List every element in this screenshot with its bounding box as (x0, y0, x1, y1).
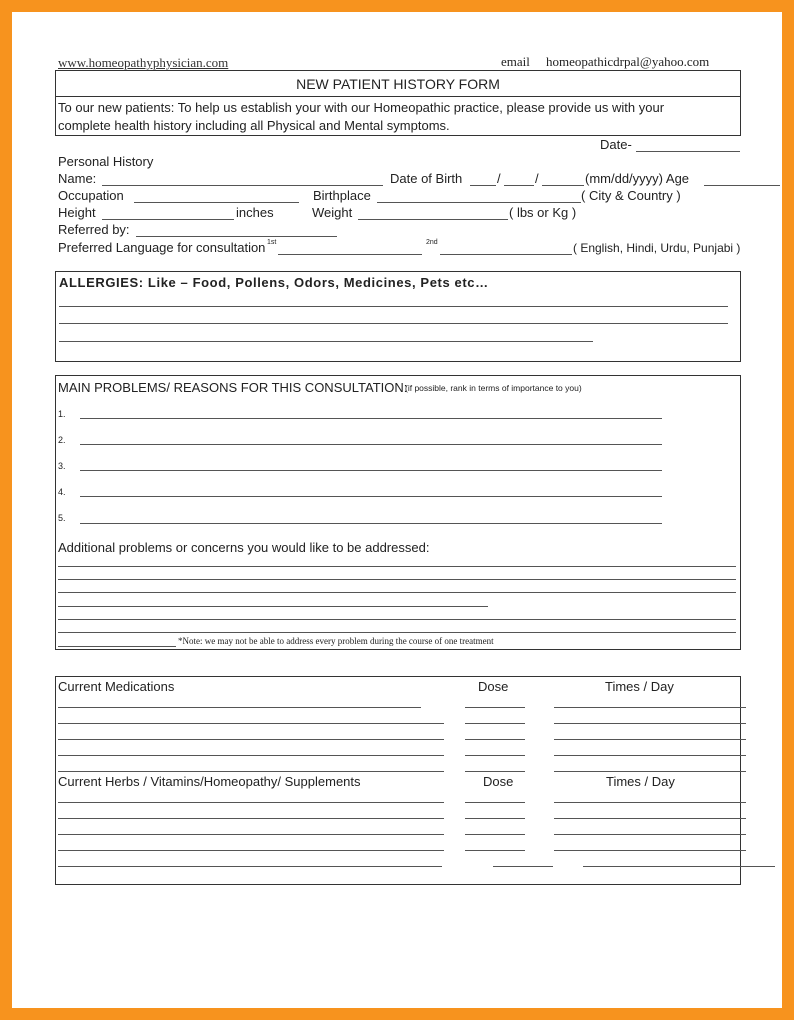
herb-name-line[interactable] (58, 818, 444, 819)
email-value: homeopathicdrpal@yahoo.com (546, 54, 710, 69)
herb-times-line[interactable] (554, 850, 746, 851)
medication-times-line[interactable] (554, 723, 746, 724)
medication-times-line[interactable] (554, 771, 746, 772)
problems-box (55, 375, 741, 650)
problem-number: 1. (58, 409, 66, 419)
name-field[interactable] (102, 185, 383, 186)
problem-number: 3. (58, 461, 66, 471)
herbs-supplements-label: Current Herbs / Vitamins/Homeopathy/ Supplements (58, 774, 361, 789)
problem-line-3[interactable] (80, 470, 662, 471)
medications-dose-header: Dose (478, 679, 509, 694)
medication-dose-line[interactable] (465, 739, 525, 740)
medication-name-line[interactable] (58, 755, 444, 756)
weight-field[interactable] (358, 219, 508, 220)
herb-name-line[interactable] (58, 866, 442, 867)
medications-times-header: Times / Day (605, 679, 674, 694)
dob-day-field[interactable] (504, 185, 534, 186)
medication-times-line[interactable] (554, 739, 746, 740)
additional-line[interactable] (58, 606, 488, 607)
problems-subtitle: (if possible, rank in terms of importance to you) (405, 383, 582, 393)
problem-number: 4. (58, 487, 66, 497)
birthplace-hint: ( City & Country ) (581, 188, 681, 203)
allergies-line-3[interactable] (59, 341, 593, 342)
current-medications-label: Current Medications (58, 679, 175, 694)
herb-name-line[interactable] (58, 802, 444, 803)
dob-format-age-label: (mm/dd/yyyy) Age (585, 171, 690, 186)
medication-dose-line[interactable] (465, 771, 525, 772)
email-label: email (501, 54, 530, 69)
medication-dose-line[interactable] (465, 723, 525, 724)
language-2nd-mark: 2nd (426, 239, 438, 246)
medication-dose-line[interactable] (465, 755, 525, 756)
problems-note: *Note: we may not be able to address every problem during the course of one treatment (178, 636, 494, 646)
medication-name-line[interactable] (58, 771, 444, 772)
herb-times-line[interactable] (554, 834, 746, 835)
language-options: ( English, Hindi, Urdu, Punjabi ) (573, 241, 741, 255)
dob-separator-2: / (535, 171, 539, 186)
herbs-times-header: Times / Day (606, 774, 675, 789)
referred-by-field[interactable] (136, 236, 337, 237)
additional-line[interactable] (58, 592, 736, 593)
problem-line-4[interactable] (80, 496, 662, 497)
problem-number: 2. (58, 435, 66, 445)
referred-by-label: Referred by: (58, 222, 130, 237)
dob-separator-1: / (497, 171, 501, 186)
herb-times-line[interactable] (554, 802, 746, 803)
problem-line-5[interactable] (80, 523, 662, 524)
language-2nd-field[interactable] (440, 254, 572, 255)
date-label: Date- (600, 137, 632, 152)
herb-dose-line[interactable] (465, 818, 525, 819)
medication-name-line[interactable] (58, 707, 421, 708)
allergies-line-1[interactable] (59, 306, 728, 307)
additional-problems-title: Additional problems or concerns you would like to be addressed: (58, 540, 430, 555)
height-field[interactable] (102, 219, 234, 220)
medication-name-line[interactable] (58, 739, 444, 740)
herb-name-line[interactable] (58, 850, 444, 851)
personal-history-title: Personal History (58, 154, 154, 169)
height-unit: inches (236, 205, 274, 220)
birthplace-field[interactable] (377, 202, 581, 203)
name-label: Name: (58, 171, 97, 186)
medication-name-line[interactable] (58, 723, 444, 724)
problem-line-1[interactable] (80, 418, 662, 419)
additional-line[interactable] (58, 646, 176, 647)
herb-times-line[interactable] (583, 866, 775, 867)
occupation-field[interactable] (134, 202, 299, 203)
problem-number: 5. (58, 513, 66, 523)
herb-dose-line[interactable] (465, 850, 525, 851)
problem-line-2[interactable] (80, 444, 662, 445)
language-1st-field[interactable] (278, 254, 422, 255)
age-field[interactable] (704, 185, 780, 186)
allergies-line-2[interactable] (59, 323, 728, 324)
herb-times-line[interactable] (554, 818, 746, 819)
allergies-title: ALLERGIES: Like – Food, Pollens, Odors, Medicines, Pets etc… (59, 275, 489, 290)
height-label: Height (58, 205, 96, 220)
birthplace-label: Birthplace (313, 188, 371, 203)
language-1st-mark: 1st (267, 239, 277, 246)
dob-month-field[interactable] (470, 185, 496, 186)
intro-line-1: To our new patients: To help us establish your with our Homeopathic practice, please provide us with your (58, 100, 665, 115)
form-page (12, 12, 782, 1008)
additional-line[interactable] (58, 632, 736, 633)
additional-line[interactable] (58, 619, 736, 620)
weight-unit: ( lbs or Kg ) (509, 205, 577, 220)
intro-line-2: complete health history including all Physical and Mental symptoms. (58, 118, 450, 133)
herb-name-line[interactable] (58, 834, 444, 835)
language-label: Preferred Language for consultation (58, 240, 266, 255)
herb-dose-line[interactable] (465, 802, 525, 803)
additional-line[interactable] (58, 566, 736, 567)
herb-dose-line[interactable] (465, 834, 525, 835)
date-field[interactable] (636, 151, 740, 152)
form-title: NEW PATIENT HISTORY FORM (296, 76, 500, 92)
herbs-dose-header: Dose (483, 774, 514, 789)
herb-dose-line[interactable] (493, 866, 553, 867)
dob-year-field[interactable] (542, 185, 584, 186)
dob-label: Date of Birth (390, 171, 463, 186)
medication-times-line[interactable] (554, 755, 746, 756)
problems-title: MAIN PROBLEMS/ REASONS FOR THIS CONSULTATION: (58, 380, 408, 395)
medication-dose-line[interactable] (465, 707, 525, 708)
website-link[interactable]: www.homeopathyphysician.com (58, 55, 229, 70)
medication-times-line[interactable] (554, 707, 746, 708)
additional-line[interactable] (58, 579, 736, 580)
occupation-label: Occupation (58, 188, 124, 203)
weight-label: Weight (312, 205, 353, 220)
